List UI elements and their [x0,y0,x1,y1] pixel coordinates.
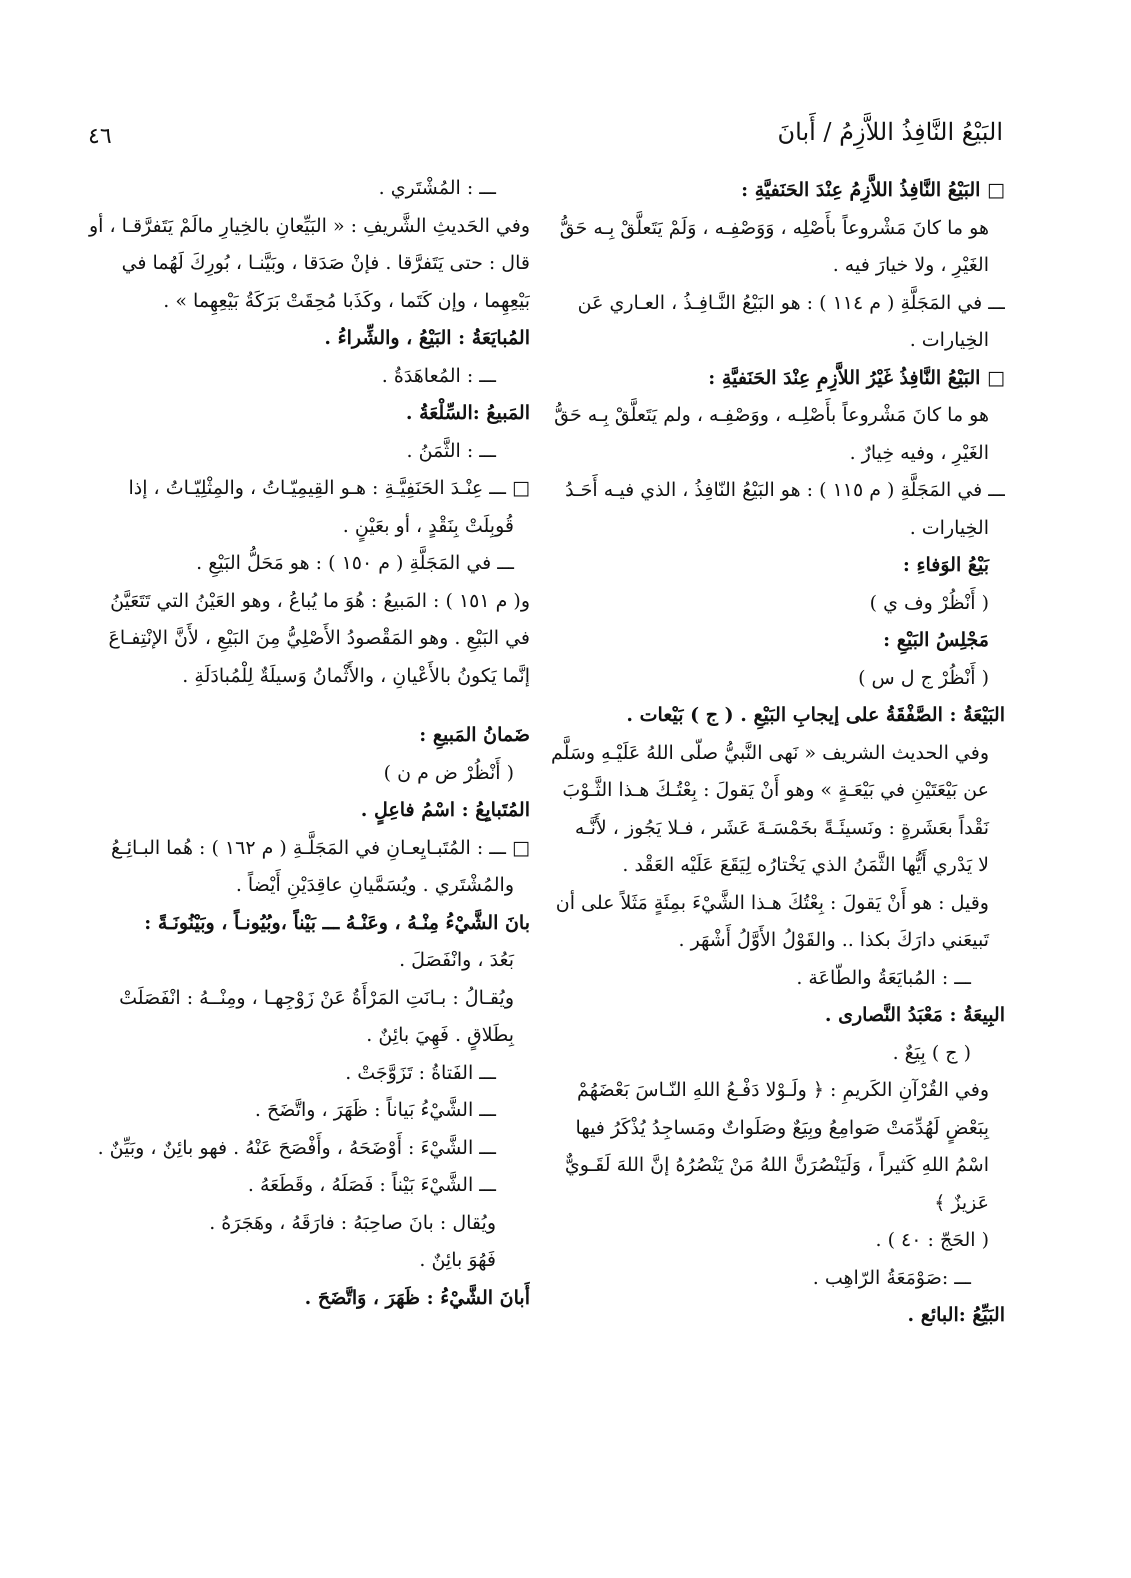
left-column [80,170,530,1317]
entry-headword-line: □ البَيْعُ النَّافِذُ اللاَّزِمُ عِنْدَ الحَنَفيَّةِ : [741,179,1005,201]
entry-headword-line: □ البَيْعُ النَّافِذُ غَيْرُ اللاَّزِمِ عِنْدَ الحَنَفيَّةِ : [708,366,1005,389]
text-line: ـــ الشَّيْءَ بَيْناً : فَصَلَهُ ، وقَطَعَهُ . [247,1174,496,1196]
text-line: □ ـــ : المُتَبـايِعـانِ في المَجَلَّـةِ ( م ١٦٢ ) : هُما البـائِـعُ [111,836,530,859]
text-line: عَزيزٌ ﴾ [934,1191,989,1214]
text-line: هو ما كانَ مَشْروعاً بأَصْلِه ، وَوَصْفِـه ، وَلَمْ يَتَعلَّقْ بِـه حَقُّ [559,216,989,239]
text-line: و( م ١٥١ ) : المَبيعُ : هُوَ ما يُباعُ ، وهو العَيْنُ التي تَتَعَيَّنُ [110,589,530,612]
text-line: ( الحَجّ : ٤٠ ) . [875,1229,989,1251]
text-line: بِبَعْضٍ لَهُدِّمَتْ صَوامِعُ وبِيَعٌ وصَلَواتٌ ومَساجِدُ يُذْكَرُ فيها [575,1116,989,1139]
entry-headword-line: المُبايَعَةُ : البَيْعُ ، والشِّراءُ . [324,327,530,349]
text-line: ـــ :صَوْمَعَةُ الرّاهِب . [812,1266,971,1289]
text-line: الخِيارات . [909,516,989,539]
entry-headword-line: البَيْعَةُ : الصَّفْقَةُ على إيجابِ البَيْعِ . ( ج ) بَيْعات . [626,704,1005,726]
text-line: هو ما كانَ مَشْروعاً بأَصْلِـه ، ووَصْفِـه ، ولم يَتَعلَّقْ بِـه حَقُّ [554,404,989,426]
page-number: ٤٦ [88,124,112,149]
text-line: وفي الحديث الشريف « نَهى النَّبيُّ صلّى اللهُ عَلَيْـهِ وسَلَّم [551,741,989,764]
text-line: ( أَنْظُرْ ج ل س ) [858,666,989,689]
text-line: □ ـــ عِنْـدَ الحَنَفِيَّـةِ : هـو القِيمِيّـاتُ ، والمِثْلِيّـاتُ ، إذا [128,477,530,499]
text-line: نَقْداً بعَشَرةٍ : ونَسيئَـةً بخَمْسَـةَ عَشَر ، فـلا يَجُوز ، لأَنَّـه [574,816,989,839]
text-line: ـــ الشَّيْءَ : أَوْضَحَهُ ، وأَفْصَحَ عَنْهُ . فهو بائِنٌ ، وبَيِّنٌ . [97,1136,496,1159]
right-column [545,172,1005,1335]
text-line: عن بَيْعَتَيْنِ في بَيْعَـةٍ » وهو أَنْ يَقولَ : بِعْتُـكَ هـذا الثَّـوْبَ [562,779,989,801]
text-line: اسْمُ اللهِ كَثيراً ، وَلَيَنْصُرَنَّ اللهُ مَنْ يَنْصُرُهُ إنَّ اللهَ لَقَـويٌّ [564,1154,989,1176]
text-line: ـــ : المُعاهَدَةُ . [381,364,496,387]
text-line: ( أَنْظُرْ وف ي ) [869,591,989,614]
entry-headword-line: مَجْلِسُ البَيْعِ : [883,629,989,651]
text-line: ـــ : المُشْتَري . [378,177,496,199]
text-line: ـــ في المَجَلَّةِ ( م ١٥٠ ) : هو مَحَلُّ البَيْعِ . [196,552,514,574]
text-line: قُوبِلَتْ بِنَقْدٍ ، أو بعَيْنٍ . [342,514,514,537]
text-line: ـــ في المَجَلَّةِ ( م ١١٥ ) : هو البَيْعُ النّافِذُ ، الذي فيـه أَحَـدُ [565,479,1005,501]
text-line: ـــ : المُبايَعَةُ والطّاعَة . [796,966,971,989]
text-line: وفي القُرْآنِ الكَريمِ : ﴿ ولَـوْلا دَفْـعُ اللهِ النّـاسَ بَعْضَهُمْ [577,1079,989,1101]
text-line: بَيْعِهِما ، وإن كَتَما ، وكَذَبا مُحِقَتْ بَرَكَةُ بَيْعِهِما » . [163,289,530,312]
text-line: وقيل : هو أَنْ يَقولَ : بِعْتُكَ هـذا الشَّيْءَ بمِئَةٍ مَثَلاً على أن [555,891,989,914]
entry-headword-line: البَيِّعُ :البائع . [907,1304,1005,1326]
text-line: فَهُوَ بائِنٌ . [419,1249,496,1271]
text-line: إنَّما يَكونُ بالأَعْيانِ ، والأَثْمانُ وَسيلَةٌ لِلْمُبادَلَةِ . [182,664,530,687]
text-line: ـــ في المَجَلَّةِ ( م ١١٤ ) : هو البَيْعُ النَّـافِـذُ ، العـاري عَن [577,291,1005,314]
text-line: ( ج ) بِيَعٌ . [892,1041,971,1064]
text-line: الغَيْرِ ، وفيه خِيارٌ . [849,441,989,464]
text-line: بَعُدَ ، وانْفَصَلَ . [399,949,514,971]
text-line: ـــ الفَتاةُ : تَزَوَّجَتْ . [345,1061,496,1084]
entry-headword-line: البِيعَةُ : مَعْبَدُ النَّصارى . [824,1004,1005,1026]
entry-headword-line: المُتَبايِعُ : اسْمُ فاعِلٍ . [360,799,530,821]
entry-headword-line: ضَمانُ المَبيعِ : [419,724,530,746]
text-line: قال : حتى يَتَفرَّقا . فإنْ صَدَقا ، وبَيَّنـا ، بُورِكَ لَهُما في [121,252,530,274]
running-head: البَيْعُ النَّافِذُ اللاَّزِمُ / أَبانَ [777,118,1003,146]
text-line: في البَيْعِ . وهو المَقْصودُ الأَصْلِيُّ مِنَ البَيْعِ ، لأَنَّ الإنْتِفـاعَ [108,627,530,649]
text-line: ويُقال : بانَ صاحِبَهُ : فارَقَهُ ، وهَجَرَهُ . [209,1211,496,1234]
entry-headword-line: بانَ الشَّيْءُ مِنْـهُ ، وعَنْـهُ ـــ بَيْناً ،وبُيُونـاً ، وبَيْنُونَـةً : [144,911,530,934]
text-line: لا يَدْري أَيُّها الثَّمَنُ الذي يَخْتارُه لِيَقَعَ عَلَيْه العَقْد . [622,854,989,876]
entry-headword-line: بَيْعُ الوَفاءِ : [902,554,989,576]
text-line: بِطَلاقٍ . فَهِيَ بائِنٌ . [366,1024,514,1046]
text-line: وفي الحَديثِ الشَّريفِ : « البَيِّعانِ بالخِيارِ مالَمْ يَتَفرَّقـا ، أو [88,214,530,237]
text-line: ـــ : الثَّمَنُ . [406,439,496,462]
text-line: الخِيارات . [909,329,989,351]
entry-headword-line: المَبيعُ :السِّلْعَةُ . [405,402,530,424]
text-line: تَبيعَني دارَكَ بكذا .. والقَوْلُ الأَوَّلُ أَشْهَر . [678,929,989,951]
text-line [80,695,530,717]
text-line: ( أَنْظُرْ ض م ن ) [383,761,514,784]
text-line: والمُشْتَري . ويُسَمَّيانِ عاقِدَيْنِ أَيْضاً . [235,874,514,896]
text-line: ويُقـالُ : بـانَتِ المَرْأَةُ عَنْ زَوْجِهـا ، ومِنْــهُ : انْفَصَلَتْ [119,986,514,1009]
text-line: الغَيْرِ ، ولا خيارَ فيه . [832,254,989,276]
entry-headword-line: أَبانَ الشَّيْءُ : ظَهَرَ ، وَاتَّضَحَ . [304,1286,530,1309]
text-line: ـــ الشَّيْءُ بَياناً : ظَهَرَ ، واتَّضَحَ . [254,1099,496,1121]
